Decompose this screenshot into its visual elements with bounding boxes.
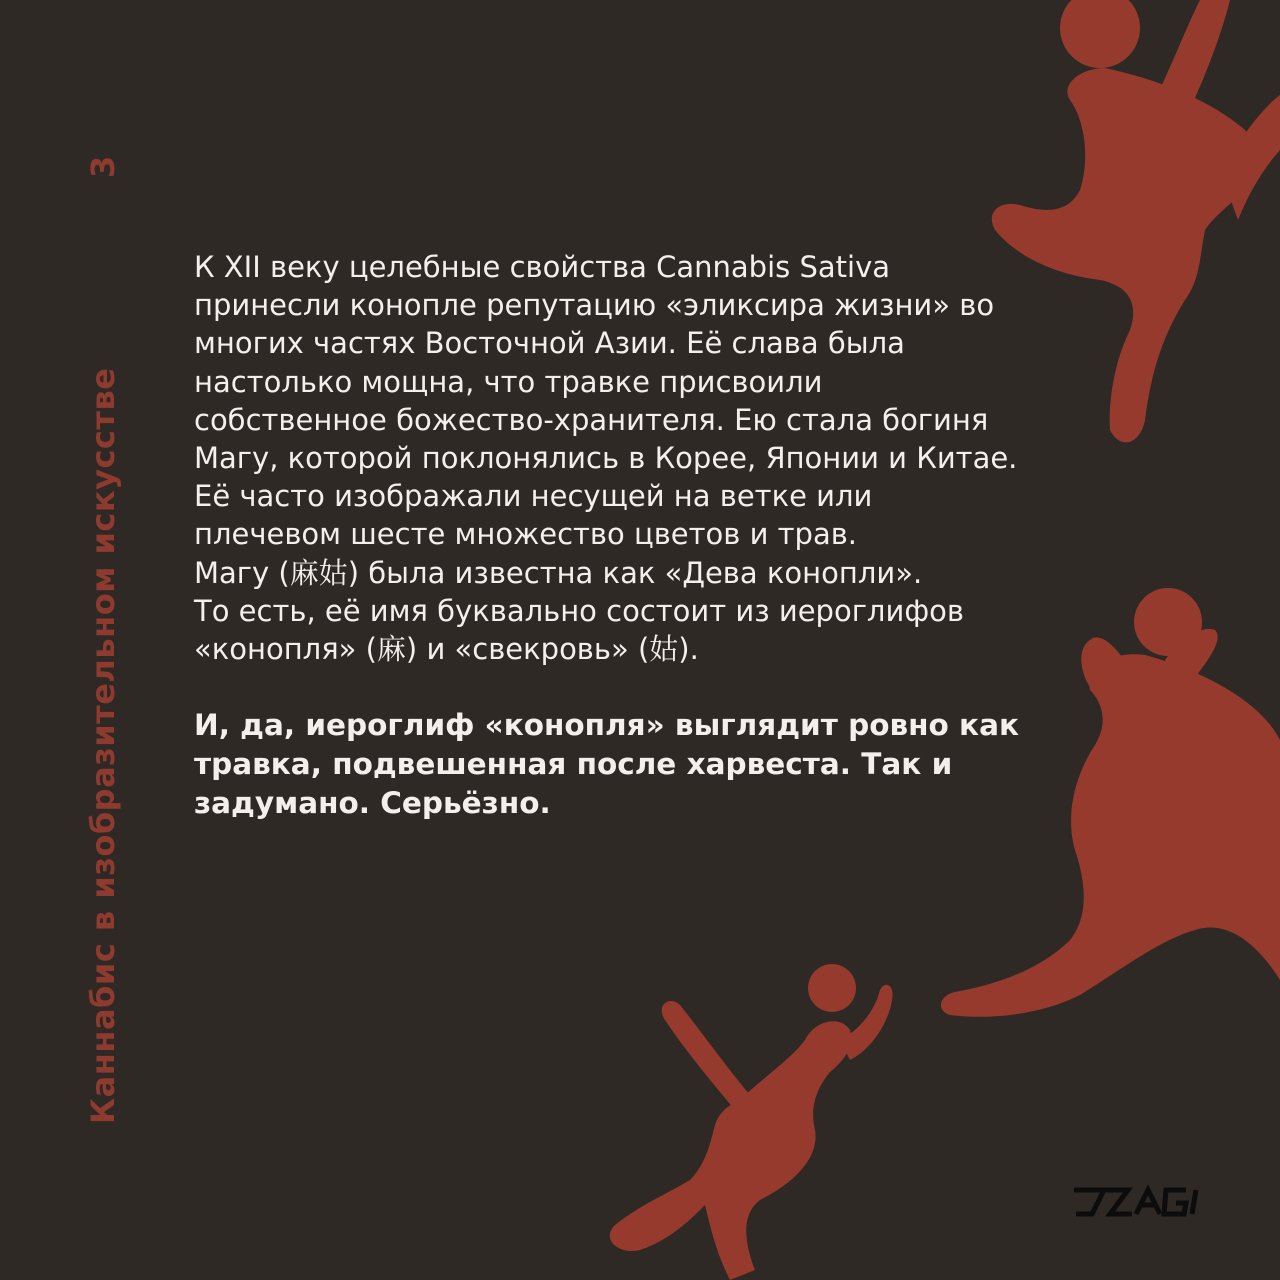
emphasis-paragraph: И, да, иероглиф «конопля» выглядит ровно как травка, подвешенная после харвеста. Так и задумано. Серьёзно. bbox=[194, 708, 1020, 821]
page-number: 3 bbox=[84, 155, 122, 178]
main-text-block bbox=[194, 248, 1104, 823]
body-paragraph: К XII веку целебные свойства Cannabis Sativa принесли конопле репутацию «эликсира жизни» во многих частях Восточной Азии. Её слава была настолько мощна, что травке присвоили собственное божество-хранителя. Ею стала богиня Магу, которой поклонялись в Корее, Японии и Китае. Её часто изображали несущей на ветке или плечевом шесте множество цветов и трав. Магу (麻姑) была известна как «Дева конопли». То есть, её имя буквально состоит из иероглифов «конопля» (麻) и «свекровь» (姑). bbox=[194, 250, 1018, 667]
dancer-figure-bottom bbox=[610, 964, 893, 1280]
vertical-series-title: Каннабис в изобразительном искусстве bbox=[84, 367, 122, 1124]
brand-logo bbox=[1070, 1184, 1206, 1220]
